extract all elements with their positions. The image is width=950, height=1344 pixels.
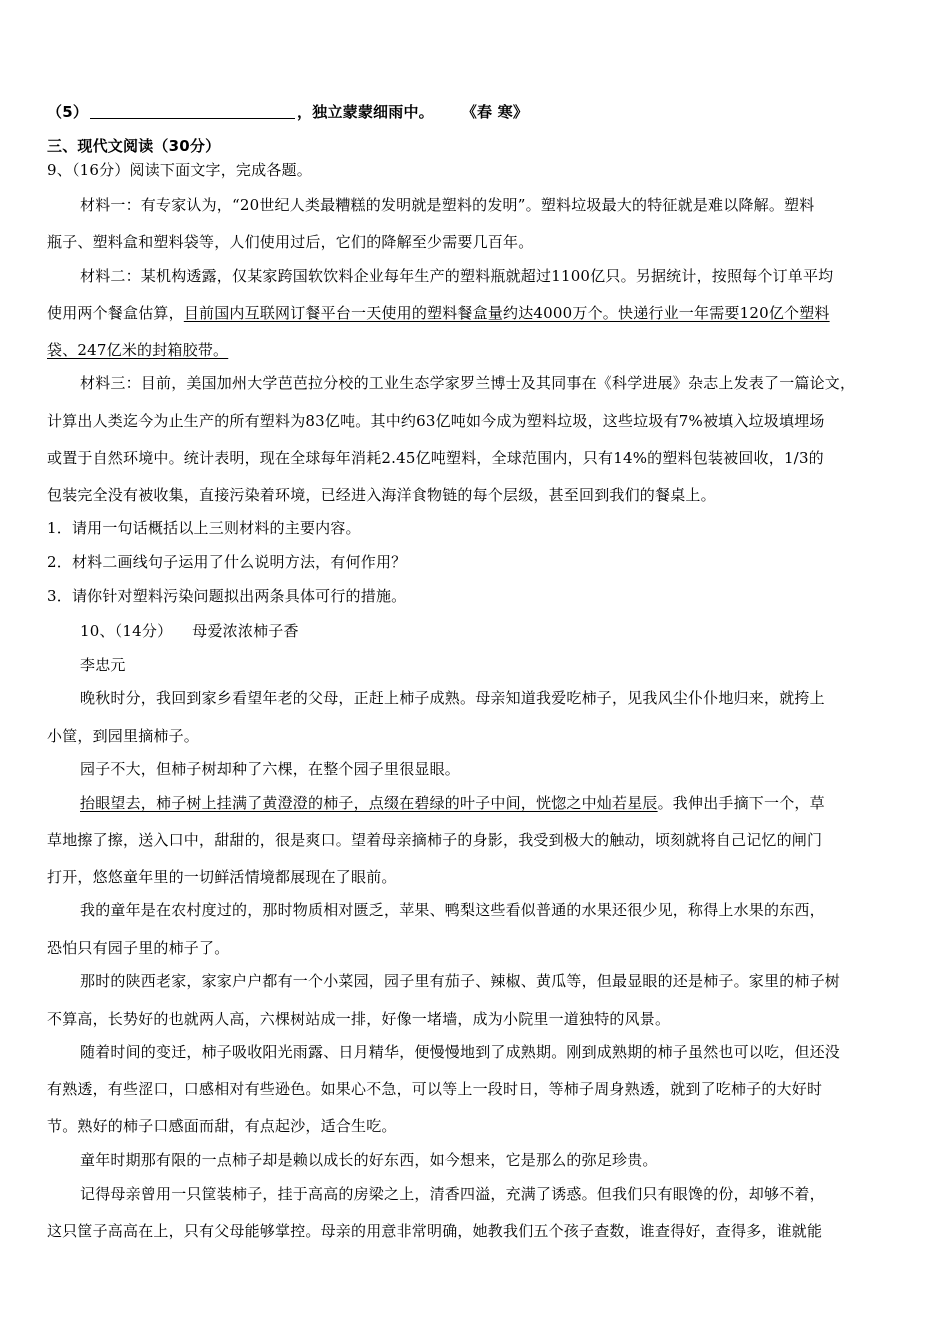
article-title: 母爱浓浓柿子香 — [192, 622, 299, 640]
question-5-line — [47, 102, 907, 122]
paragraph-3-line-1 — [80, 793, 907, 813]
material-2-line-1: 材料二：某机构透露，仅某家跨国软饮料企业每年生产的塑料瓶就超过1100亿只。另据统计，按照每个订单平均 — [80, 267, 834, 285]
question-5-text: ，独立蒙蒙细雨中。 — [297, 103, 434, 121]
sub-question-2: 2．材料二画线句子运用了什么说明方法，有何作用？ — [47, 553, 407, 571]
paragraph-4-line-2: 恐怕只有园子里的柿子了。 — [47, 939, 230, 957]
paragraph-6-line-1: 随着时间的变迁，柿子吸收阳光雨露、日月精华，便慢慢地到了成熟期。刚到成熟期的柿子虽然也可以吃，但还没 — [80, 1043, 841, 1061]
material-2-line-3 — [47, 340, 907, 360]
sub-question-3: 3．请你针对塑料污染问题拟出两条具体可行的措施。 — [47, 587, 407, 605]
question-5-number: （5） — [47, 103, 89, 121]
paragraph-8-line-1: 记得母亲曾用一只筐装柿子，挂于高高的房梁之上，清香四溢，充满了诱惑。但我们只有眼馋的份，却够不着， — [80, 1185, 825, 1203]
material-3-line-1: 材料三：目前，美国加州大学芭芭拉分校的工业生态学家罗兰博士及其同事在《科学进展》杂志上发表了一篇论文， — [80, 374, 856, 392]
paragraph-5-line-2: 不算高，长势好的也就两人高，六棵树站成一排，好像一堵墙，成为小院里一道独特的风景。 — [47, 1010, 671, 1028]
question-9-header: 9、（16分）阅读下面文字，完成各题。 — [47, 161, 312, 179]
material-3-line-2: 计算出人类迄今为止生产的所有塑料为83亿吨。其中约63亿吨如今成为塑料垃圾，这些垃圾有7%被填入垃圾填埋场 — [47, 412, 825, 430]
paragraph-5-line-1: 那时的陕西老家，家家户户都有一个小菜园，园子里有茄子、辣椒、黄瓜等，但最显眼的还是柿子。家里的柿子树 — [80, 972, 841, 990]
paragraph-2-line-1: 园子不大，但柿子树却种了六棵，在整个园子里很显眼。 — [80, 760, 461, 778]
question-10-header-line — [80, 621, 907, 641]
question-5-source: 《春 寒》 — [461, 103, 529, 121]
paragraph-6-line-2: 有熟透，有些涩口，口感相对有些逊色。如果心不急，可以等上一段时日，等柿子周身熟透，就到了吃柿子的大好时 — [47, 1080, 823, 1098]
material-2-plain-text: 使用两个餐盒估算， — [47, 304, 184, 322]
material-1-line-2: 瓶子、塑料盒和塑料袋等，人们使用过后，它们的降解至少需要几百年。 — [47, 233, 534, 251]
material-3-line-4: 包装完全没有被收集，直接污染着环境，已经进入海洋食物链的每个层级，甚至回到我们的餐桌上。 — [47, 486, 716, 504]
sub-question-1: 1．请用一句话概括以上三则材料的主要内容。 — [47, 519, 361, 537]
material-2-line-2 — [47, 303, 907, 323]
paragraph-4-line-1: 我的童年是在农村度过的，那时物质相对匮乏，苹果、鸭梨这些看似普通的水果还很少见，称得上水果的东西， — [80, 901, 825, 919]
material-3-line-3: 或置于自然环境中。统计表明，现在全球每年消耗2.45亿吨塑料，全球范围内，只有14%的塑料包装被回收，1/3的 — [47, 449, 824, 467]
paragraph-7-line-1: 童年时期那有限的一点柿子却是赖以成长的好东西，如今想来，它是那么的弥足珍贵。 — [80, 1151, 658, 1169]
answer-blank[interactable] — [90, 104, 295, 119]
article-author: 李忠元 — [80, 656, 126, 674]
section-3-title: 三、现代文阅读（30分） — [47, 137, 221, 155]
paragraph-1-line-1: 晚秋时分，我回到家乡看望年老的父母，正赶上柿子成熟。母亲知道我爱吃柿子，见我风尘仆仆地归来，就挎上 — [80, 689, 825, 707]
question-10-header: 10、（14分） — [80, 622, 173, 640]
material-2-underlined-sentence: 目前国内互联网订餐平台一天使用的塑料餐盒量约达4000万个。快递行业一年需要120亿个塑料 — [183, 304, 830, 322]
paragraph-3-line-3: 打开，悠悠童年里的一切鲜活情境都展现在了眼前。 — [47, 868, 397, 886]
material-2-underlined-sentence-end: 袋、247亿米的封箱胶带。 — [47, 341, 229, 359]
paragraph-3-line-2: 草地擦了擦，送入口中，甜甜的，很是爽口。望着母亲摘柿子的身影，我受到极大的触动，顷刻就将自己记忆的闸门 — [47, 831, 823, 849]
paragraph-6-line-3: 节。熟好的柿子口感面而甜，有点起沙，适合生吃。 — [47, 1117, 397, 1135]
paragraph-8-line-2: 这只筐子高高在上，只有父母能够掌控。母亲的用意非常明确，她教我们五个孩子查数，谁查得好，查得多，谁就能 — [47, 1222, 823, 1240]
material-1-line-1: 材料一：有专家认为，“20世纪人类最糟糕的发明就是塑料的发明”。塑料垃圾最大的特征就是难以降解。塑料 — [80, 196, 815, 214]
paragraph-3-underlined-sentence: 抬眼望去，柿子树上挂满了黄澄澄的柿子，点缀在碧绿的叶子中间，恍惚之中灿若星辰 — [80, 794, 658, 812]
paragraph-3-plain-text: 。我伸出手摘下一个，草 — [657, 794, 825, 812]
paragraph-1-line-2: 小筐，到园里摘柿子。 — [47, 727, 200, 745]
